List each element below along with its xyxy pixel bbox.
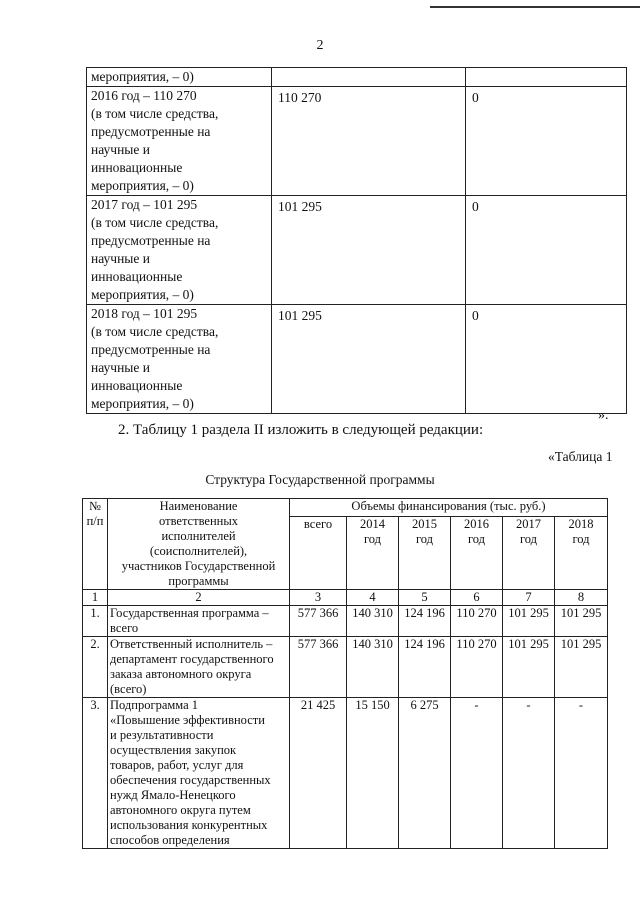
header-year-2015: 2015 год [399, 517, 451, 590]
table-row [87, 87, 627, 196]
value-2014: 140 310 [347, 606, 399, 637]
table-row [83, 606, 608, 637]
total-cell: 101 295 [272, 305, 466, 414]
row-number: 3. [83, 698, 108, 849]
page-number: 2 [316, 38, 324, 53]
value-2017: 101 295 [503, 637, 555, 698]
value-2018: - [555, 698, 608, 849]
index-cell: 2 [108, 590, 290, 606]
header-name: Наименование ответственных исполнителей (соисполнителей), участников Государственной программы [108, 499, 290, 590]
value-2014: 15 150 [347, 698, 399, 849]
header-year-2016: 2016 год [451, 517, 503, 590]
table-label: «Таблица 1 [548, 449, 613, 464]
innovation-cell [466, 68, 627, 87]
header-row [83, 499, 608, 517]
table-row [87, 305, 627, 414]
year-cell: 2016 год – 110 270 (в том числе средства, предусмотренные на научные и инновационные мероприятия, – 0) [87, 87, 272, 196]
row-number: 1. [83, 606, 108, 637]
year-cell: 2017 год – 101 295 (в том числе средства, предусмотренные на научные и инновационные мероприятия, – 0) [87, 196, 272, 305]
value-2015: 124 196 [399, 637, 451, 698]
header-number: № п/п [83, 499, 108, 590]
index-row [83, 590, 608, 606]
value-total: 21 425 [290, 698, 347, 849]
table-row [87, 196, 627, 305]
value-2014: 140 310 [347, 637, 399, 698]
row-name: Государственная программа – всего [108, 606, 290, 637]
innovation-cell: 0 [466, 87, 627, 196]
program-structure-table [82, 498, 608, 849]
value-2015: 124 196 [399, 606, 451, 637]
innovation-cell: 0 [466, 305, 627, 414]
innovation-cell: 0 [466, 196, 627, 305]
value-2016: - [451, 698, 503, 849]
index-cell: 4 [347, 590, 399, 606]
row-number: 2. [83, 637, 108, 698]
value-2018: 101 295 [555, 606, 608, 637]
header-year-2018: 2018 год [555, 517, 608, 590]
index-cell: 5 [399, 590, 451, 606]
top-edge-line [430, 6, 640, 8]
structure-title: Структура Государственной программы [205, 472, 435, 487]
row-name: Подпрограмма 1 «Повышение эффективности и результативности осуществления закупок товаров, работ, услуг для обеспечения государственных нужд Ямало-Ненецкого автономного округа путем использования конкурентных способов определения [108, 698, 290, 849]
header-year-2014: 2014 год [347, 517, 399, 590]
total-cell [272, 68, 466, 87]
index-cell: 3 [290, 590, 347, 606]
year-cell: мероприятия, – 0) [87, 68, 272, 87]
value-2016: 110 270 [451, 606, 503, 637]
table-row [87, 68, 627, 87]
header-total: всего [290, 517, 347, 590]
year-cell: 2018 год – 101 295 (в том числе средства, предусмотренные на научные и инновационные мероприятия, – 0) [87, 305, 272, 414]
value-total: 577 366 [290, 637, 347, 698]
index-cell: 8 [555, 590, 608, 606]
value-2017: 101 295 [503, 606, 555, 637]
closing-quote: ». [598, 408, 609, 423]
index-cell: 6 [451, 590, 503, 606]
value-2015: 6 275 [399, 698, 451, 849]
value-2017: - [503, 698, 555, 849]
table-row [83, 637, 608, 698]
value-2018: 101 295 [555, 637, 608, 698]
header-funding: Объемы финансирования (тыс. руб.) [290, 499, 608, 517]
row-name: Ответственный исполнитель – департамент государственного заказа автономного округа (всего) [108, 637, 290, 698]
value-2016: 110 270 [451, 637, 503, 698]
amendment-paragraph: 2. Таблицу 1 раздела II изложить в следующей редакции: [118, 422, 484, 438]
index-cell: 7 [503, 590, 555, 606]
total-cell: 101 295 [272, 196, 466, 305]
table-row [83, 698, 608, 849]
funding-years-table [86, 67, 627, 414]
index-cell: 1 [83, 590, 108, 606]
header-year-2017: 2017 год [503, 517, 555, 590]
value-total: 577 366 [290, 606, 347, 637]
total-cell: 110 270 [272, 87, 466, 196]
